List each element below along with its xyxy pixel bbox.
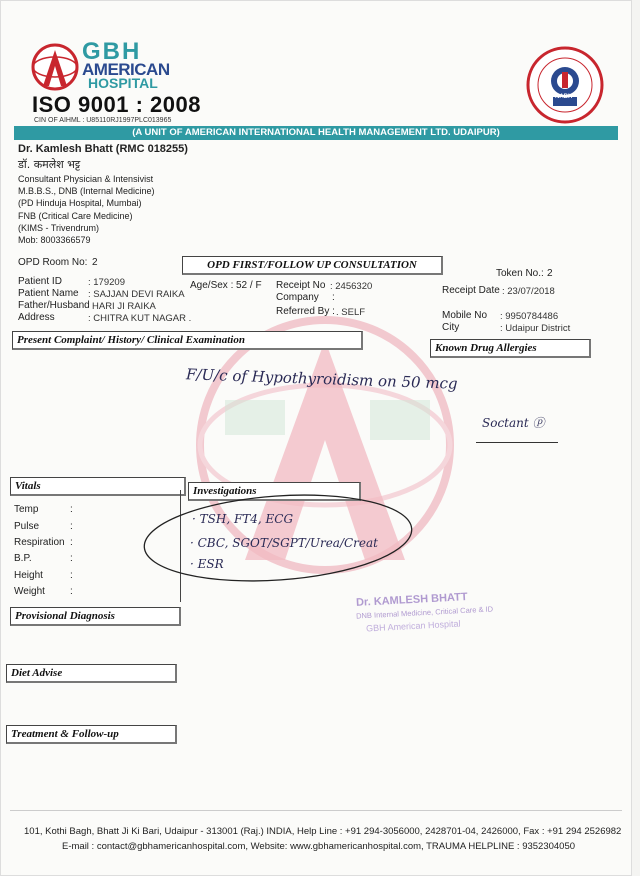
cin-text: CIN OF AIHML : U85110RJ1997PLC013965 — [34, 117, 172, 124]
receipt-date-value: : 23/07/2018 — [502, 286, 555, 297]
patient-id-label: Patient ID — [18, 276, 62, 287]
vital-colon: : — [70, 586, 73, 597]
vital-pulse-label: Pulse — [14, 521, 40, 532]
vital-bp-label: B.P. — [14, 553, 32, 564]
footer-contact: E-mail : contact@gbhamericanhospital.com, Website: www.gbhamericanhospital.com, TRAUMA HELPLINE : 9352304050 — [62, 841, 576, 852]
patient-name-value: : SAJJAN DEVI RAIKA — [88, 289, 185, 300]
complaint-sign: Soctant ⓟ — [482, 416, 545, 430]
investigation-line: · TSH, FT4, ECG — [192, 512, 294, 526]
vital-colon: : — [70, 537, 73, 548]
allergies-header: Known Drug Allergies — [430, 339, 591, 358]
agesex-label: Age/Sex : — [190, 280, 234, 291]
logo-hospital-text: HOSPITAL — [88, 75, 158, 91]
credential-line: M.B.B.S., DNB (Internal Medicine) — [18, 186, 155, 197]
investigation-line: · CBC, SGOT/SGPT/Urea/Creat — [190, 536, 378, 550]
complaint-header: Present Complaint/ History/ Clinical Examination — [12, 331, 363, 350]
stamp-line-3: GBH American Hospital — [365, 618, 461, 634]
vital-temp-label: Temp — [14, 504, 39, 515]
referred-value: . SELF — [336, 307, 366, 318]
vital-colon: : — [70, 553, 73, 564]
receipt-date-label: Receipt Date — [442, 285, 500, 296]
father-label: Father/Husband — [18, 300, 90, 311]
sign-underline — [476, 442, 558, 443]
vital-weight-label: Weight — [14, 586, 45, 597]
logo-american-text: AMERICAN — [82, 60, 170, 79]
stamp-line-1: Dr. KAMLESH BHATT — [355, 591, 468, 609]
vital-colon: : — [70, 521, 73, 532]
father-value: HARI JI RAIKA — [92, 301, 156, 312]
investigation-line: · ESR — [190, 557, 224, 571]
credential-line: Mob: 8003366579 — [18, 235, 91, 246]
city-label: City — [442, 322, 460, 333]
token-label: Token No.: — [496, 268, 544, 279]
stamp-line-2: DNB Internal Medicine, Critical Care & ID — [355, 604, 494, 621]
doctor-name: Dr. Kamlesh Bhatt (RMC 018255) — [18, 143, 188, 155]
logo-gbh-text: GBH — [82, 38, 142, 65]
agesex-value: 52 / F — [236, 280, 262, 291]
credential-line: (KIMS - Trivendrum) — [18, 222, 100, 233]
gbh-logo-icon — [30, 42, 80, 92]
treatment-header: Treatment & Follow-up — [6, 725, 177, 744]
credential-line: (PD Hinduja Hospital, Mumbai) — [18, 198, 142, 209]
referred-label: Referred By : — [276, 306, 335, 317]
opd-room-label: OPD Room No: — [18, 257, 88, 268]
vital-respiration-label: Respiration — [14, 537, 65, 548]
footer-address: 101, Kothi Bagh, Bhatt Ji Ki Bari, Udaipur - 313001 (Raj.) INDIA, Help Line : +91 294-3056000, 2428701-04, 2426000, Fax : +91 294 2526982 — [24, 826, 622, 837]
doctor-name-hindi: डॉ. कमलेश भट्ट — [18, 158, 81, 171]
receipt-no-value: : 2456320 — [330, 281, 373, 292]
vital-colon: : — [70, 570, 73, 581]
footer-divider — [10, 810, 622, 811]
company-label: Company — [276, 292, 319, 303]
unit-banner: (A UNIT OF AMERICAN INTERNATIONAL HEALTH MANAGEMENT LTD. UDAIPUR) — [14, 126, 618, 140]
opd-room-value: 2 — [92, 257, 98, 268]
complaint-note: F/U/c of Hypothyroidism on 50 mcg — [185, 365, 458, 393]
address-value: : CHITRA KUT NAGAR . — [88, 313, 192, 324]
city-value: : Udaipur District — [500, 323, 571, 334]
mobile-label: Mobile No — [442, 310, 488, 321]
consultation-title: OPD FIRST/FOLLOW UP CONSULTATION — [182, 256, 443, 275]
mobile-value: : 9950784486 — [500, 311, 559, 322]
vital-colon: : — [70, 504, 73, 515]
patient-name-label: Patient Name — [18, 288, 79, 299]
vitals-header: Vitals — [10, 477, 186, 496]
iso-text: ISO 9001 : 2008 — [32, 92, 201, 117]
investigations-header: Investigations — [188, 482, 361, 501]
nabh-label: NABH — [555, 94, 573, 100]
credential-line: FNB (Critical Care Medicine) — [18, 210, 133, 221]
credential-line: Consultant Physician & Intensivist — [18, 174, 154, 184]
patient-id-value: : 179209 — [88, 277, 125, 288]
diet-header: Diet Advise — [6, 664, 177, 683]
receipt-no-label: Receipt No — [276, 280, 326, 291]
provisional-header: Provisional Diagnosis — [10, 607, 181, 626]
address-label: Address — [18, 312, 55, 323]
nabh-seal-icon — [525, 45, 605, 125]
vital-height-label: Height — [14, 570, 43, 581]
company-value: : — [332, 292, 335, 303]
token-value: 2 — [547, 268, 553, 279]
doctor-credentials — [18, 173, 155, 246]
